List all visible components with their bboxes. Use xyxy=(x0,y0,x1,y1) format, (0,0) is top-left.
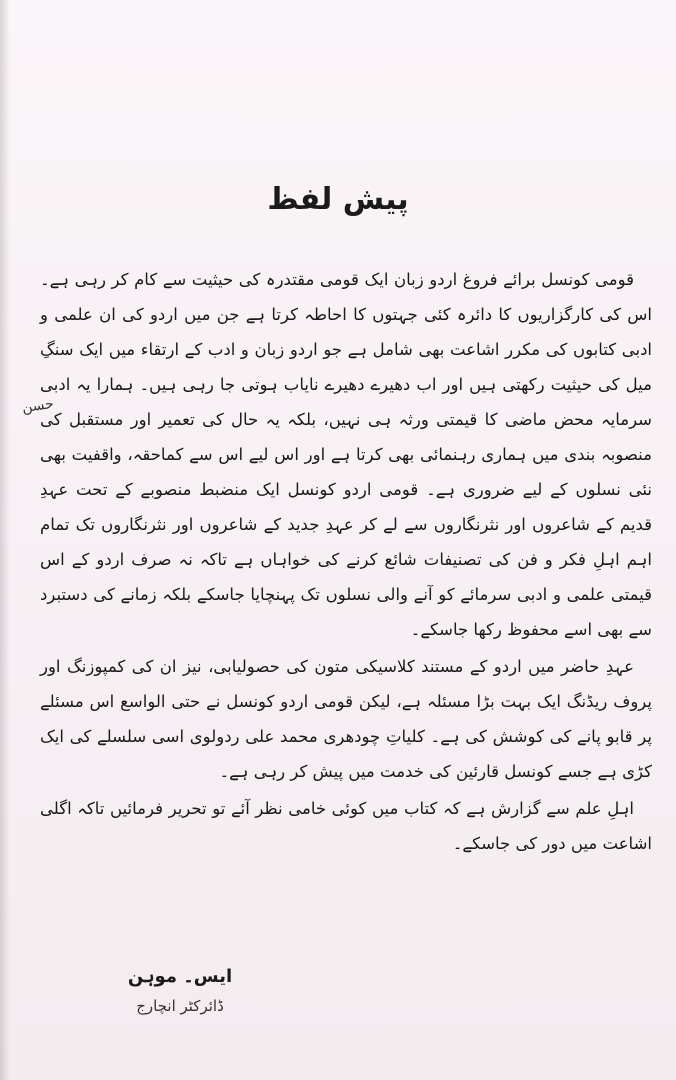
paragraph-2: عہدِ حاضر میں اردو کے مستند کلاسیکی متون کی حصولیابی، نیز ان کی کمپوزنگ اور پروف ریڈنگ ایک بہت بڑا مسئلہ ہے، لیکن قومی اردو کونسل نے حتی الواسع اس مسئلے پر قابو پانے کی کوشش کی ہے۔ کلیاتِ چودھری محمد علی ردولوی اسی سلسلے کی ایک کڑی ہے جسے کونسل قارئین کی خدمت میں پیش کر رہی ہے۔ xyxy=(40,657,652,781)
page-title: پیش لفظ xyxy=(267,182,409,217)
foreword-body xyxy=(40,262,652,861)
signature-block xyxy=(105,962,255,1020)
margin-handwritten-mark: حسن xyxy=(21,395,55,417)
signatory-title: ڈائرکٹر انچارج xyxy=(136,997,224,1015)
paragraph-1: قومی کونسل برائے فروغ اردو زبان ایک قومی مقتدرہ کی حیثیت سے کام کر رہی ہے۔ اس کی کارگزاریوں کا دائرہ کئی جہتوں کا احاطہ کرتا ہے جن میں اردو کی ان علمی و ادبی کتابوں کی مکرر اشاعت بھی شامل ہے جو اردو زبان و ادب کے ارتقاء میں ایک سنگِ میل کی حیثیت رکھتی ہیں اور اب دھیرے دھیرے نایاب ہوتی جا رہی ہیں۔ ہمارا یہ ادبی سرمایہ محض ماضی کا قیمتی ورثہ ہی نہیں، بلکہ یہ حال کی تعمیر اور مستقبل کی منصوبہ بندی میں ہماری رہنمائی بھی کرتا ہے اور اس لیے اس سے کماحقہ، واقفیت بھی نئی نسلوں کے لیے ضروری ہے۔ قومی اردو کونسل ایک منضبط منصوبے کے تحت عہدِ قدیم کے شاعروں اور نثرنگاروں سے لے کر عہدِ جدید کے شاعروں اور نثرنگاروں تک تمام اہم اہلِ فکر و فن کی تصنیفات شائع کرنے کی خواہاں ہے تاکہ نہ صرف اردو کے اس قیمتی علمی و ادبی سرمائے کو آنے والی نسلوں تک پہنچایا جاسکے بلکہ زمانے کی دستبرد سے بھی اسے محفوظ رکھا جاسکے۔ xyxy=(40,270,652,639)
page-edge-shadow xyxy=(0,0,10,1080)
signatory-name: ایس۔ موہن xyxy=(127,966,233,987)
paragraph-3: اہلِ علم سے گزارش ہے کہ کتاب میں کوئی خامی نظر آئے تو تحریر فرمائیں تاکہ اگلی اشاعت میں دور کی جاسکے۔ xyxy=(40,799,652,853)
